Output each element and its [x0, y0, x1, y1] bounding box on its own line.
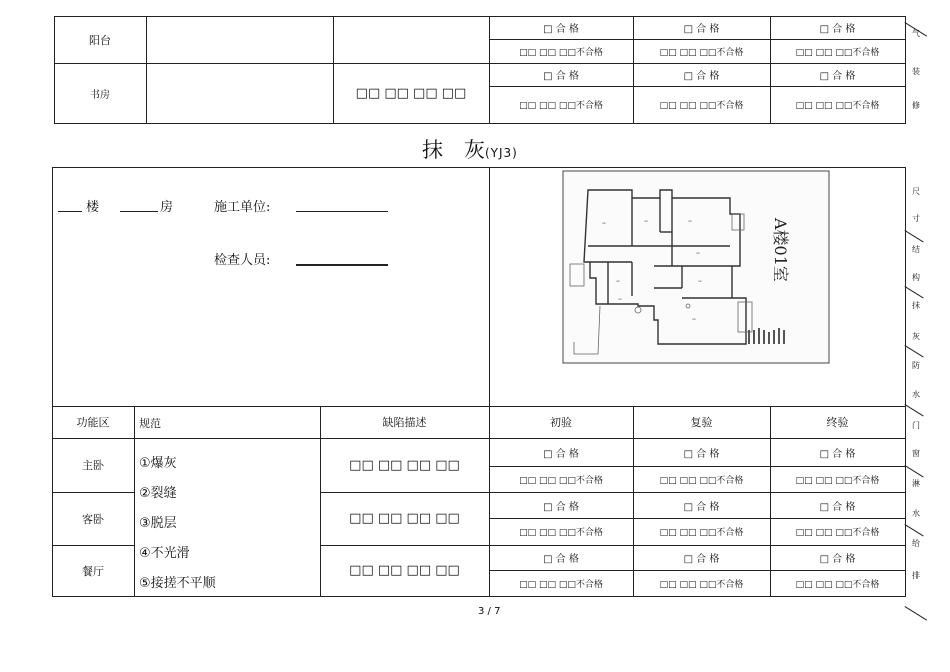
tab-divider	[904, 404, 923, 417]
sidebar-tab-label[interactable]: 排	[912, 571, 920, 580]
initial-pass-checkbox[interactable]: □ 合 格	[543, 501, 579, 513]
room-number-field[interactable]	[120, 211, 158, 212]
side-label: 装	[912, 67, 920, 76]
sidebar-tab-label[interactable]: 防	[912, 361, 920, 370]
section-title	[422, 134, 518, 164]
standard-item: ②裂缝	[139, 486, 177, 501]
header-defects: 缺陷描述	[382, 416, 427, 429]
tab-divider	[904, 345, 923, 358]
header-area: 功能区	[76, 416, 110, 429]
header-standard: 规范	[139, 417, 161, 430]
sidebar-tab-label[interactable]: 结	[912, 245, 920, 254]
re-pass-checkbox[interactable]: □ 合 格	[683, 24, 720, 35]
side-label: 修	[912, 101, 920, 110]
final-pass-checkbox[interactable]: □ 合 格	[819, 448, 856, 460]
defect-checkboxes[interactable]: □□ □□ □□ □□	[349, 457, 460, 473]
initial-pass-checkbox[interactable]: □ 合 格	[543, 448, 579, 460]
standard-item: ①爆灰	[139, 456, 177, 471]
tab-divider	[904, 465, 923, 478]
standard-item: ⑤接搓不平顺	[139, 576, 216, 591]
initial-fail-checkbox[interactable]: □□ □□ □□不合格	[519, 475, 603, 486]
initial-fail-checkbox[interactable]: □□ □□ □□不合格	[519, 47, 603, 58]
header-final: 终验	[826, 416, 849, 429]
initial-fail-checkbox[interactable]: □□ □□ □□不合格	[519, 101, 603, 111]
initial-fail-checkbox[interactable]: □□ □□ □□不合格	[519, 579, 603, 590]
area-label: 客卧	[82, 512, 104, 526]
construction-unit-field[interactable]	[296, 211, 388, 212]
sidebar-tab-label[interactable]: 淋	[912, 479, 920, 488]
re-fail-checkbox[interactable]: □□ □□ □□不合格	[659, 475, 744, 486]
page-number: 3 / 7	[478, 606, 501, 617]
initial-pass-checkbox[interactable]: □ 合 格	[543, 554, 579, 565]
area-label: 餐厅	[82, 564, 104, 578]
room-label: 房	[160, 200, 174, 215]
construction-unit-label: 施工单位:	[214, 200, 271, 215]
sidebar-tab-label[interactable]: 构	[912, 273, 920, 282]
standard-item: ④不光滑	[139, 546, 190, 561]
re-fail-checkbox[interactable]: □□ □□ □□不合格	[659, 47, 744, 58]
section-title-text: 抹 灰	[422, 138, 485, 162]
header-initial: 初验	[550, 416, 572, 429]
svg-text:ab: ab	[696, 251, 700, 255]
sidebar-tab-label[interactable]: 水	[912, 509, 920, 518]
re-fail-checkbox[interactable]: □□ □□ □□不合格	[659, 101, 744, 111]
svg-text:ab: ab	[644, 219, 648, 223]
defect-checkboxes[interactable]: □□ □□ □□ □□	[349, 511, 460, 526]
final-fail-checkbox[interactable]: □□ □□ □□不合格	[795, 475, 880, 486]
standard-item: ③脱层	[139, 516, 177, 531]
floor-plan-caption: A楼01室	[771, 218, 790, 282]
final-pass-checkbox[interactable]: □ 合 格	[819, 24, 856, 35]
re-fail-checkbox[interactable]: □□ □□ □□不合格	[659, 579, 744, 590]
svg-text:ab: ab	[618, 297, 622, 301]
re-fail-checkbox[interactable]: □□ □□ □□不合格	[659, 528, 744, 538]
svg-text:ab: ab	[616, 279, 620, 283]
area-label: 阳台	[89, 33, 111, 47]
sidebar-tab-label[interactable]: 给	[912, 539, 920, 548]
tab-divider	[904, 606, 927, 621]
tab-divider	[904, 286, 923, 299]
sidebar-tab-label[interactable]: 门	[912, 421, 920, 430]
sidebar-tab-label[interactable]: 水	[912, 390, 920, 399]
defect-checkboxes[interactable]: □□ □□ □□ □□	[349, 563, 460, 578]
defect-checkboxes[interactable]: □□ □□ □□ □□	[355, 85, 467, 101]
inspector-label: 检查人员:	[214, 253, 271, 268]
svg-text:ab: ab	[692, 317, 696, 321]
final-fail-checkbox[interactable]: □□ □□ □□不合格	[795, 528, 880, 538]
final-pass-checkbox[interactable]: □ 合 格	[819, 501, 856, 513]
final-fail-checkbox[interactable]: □□ □□ □□不合格	[795, 101, 880, 111]
re-pass-checkbox[interactable]: □ 合 格	[683, 554, 720, 565]
svg-text:ab: ab	[602, 221, 606, 225]
sidebar-tab-label[interactable]: 抹	[912, 301, 920, 310]
section-code: (YJ3)	[485, 146, 518, 160]
sidebar-tab-label[interactable]: 窗	[912, 449, 920, 458]
final-pass-checkbox[interactable]: □ 合 格	[819, 554, 856, 565]
final-fail-checkbox[interactable]: □□ □□ □□不合格	[795, 579, 880, 590]
inspector-field[interactable]	[296, 264, 388, 266]
final-fail-checkbox[interactable]: □□ □□ □□不合格	[795, 47, 880, 58]
initial-pass-checkbox[interactable]: □ 合 格	[543, 24, 579, 35]
building-label: 楼	[86, 200, 100, 215]
header-re: 复验	[690, 416, 713, 429]
initial-pass-checkbox[interactable]: □ 合 格	[543, 71, 579, 82]
initial-fail-checkbox[interactable]: □□ □□ □□不合格	[519, 528, 603, 538]
sidebar-tab-label[interactable]: 灰	[912, 332, 920, 341]
area-label: 主卧	[82, 459, 104, 472]
sidebar-tab-label[interactable]: 寸	[912, 214, 920, 223]
re-pass-checkbox[interactable]: □ 合 格	[683, 448, 720, 460]
side-label: 气	[912, 29, 920, 38]
final-pass-checkbox[interactable]: □ 合 格	[819, 71, 856, 82]
floor-plan-image	[562, 170, 830, 364]
svg-text:ab: ab	[698, 279, 702, 283]
area-label: 书房	[90, 89, 110, 101]
re-pass-checkbox[interactable]: □ 合 格	[683, 501, 720, 513]
sidebar-tab-label[interactable]: 尺	[912, 187, 920, 196]
tab-divider	[904, 230, 923, 243]
re-pass-checkbox[interactable]: □ 合 格	[683, 71, 720, 82]
svg-text:ab: ab	[688, 219, 692, 223]
tab-divider	[904, 524, 923, 537]
